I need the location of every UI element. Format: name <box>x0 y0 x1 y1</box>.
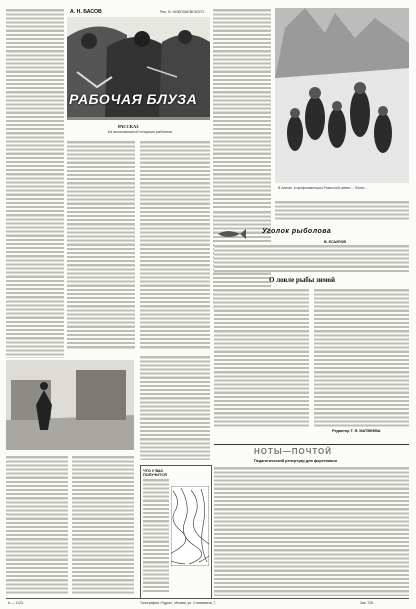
body-text-col1-bottom <box>6 455 68 595</box>
body-text-col4 <box>213 8 271 208</box>
story-illustration <box>67 17 210 120</box>
puzzle-maze <box>171 486 209 566</box>
footer-left: А — 1123. <box>8 601 24 605</box>
factory-drawing <box>6 360 134 450</box>
second-illustration <box>6 360 134 450</box>
body-text-col5-mid <box>275 200 409 220</box>
editor-credit: Редактор Т. Я. МАТВЕЕВА <box>332 429 381 433</box>
footer-right: Зак. 726 <box>360 601 373 605</box>
body-text-col3-mid <box>140 355 210 460</box>
fishing-corner <box>214 228 409 438</box>
puzzle-title: ЧТО У ВАС ПОЛУЧИТСЯ <box>143 469 167 477</box>
article-author: А. Н. БАСОВ <box>70 9 102 15</box>
footer-middle: Типография «Гудок», Москва, ул. Станкевича, 7. <box>140 601 217 605</box>
corner-intro <box>214 244 409 272</box>
corner-body-left <box>214 288 309 428</box>
fish-icon <box>216 228 256 240</box>
story-subtitle: Из воспоминаний старого рабочего <box>107 130 173 134</box>
illustrator-credit: Рис. В. НИКОЛАЕВСКОГО <box>160 10 204 14</box>
notes-list <box>214 466 409 596</box>
notes-subtitle: Педагогический репертуар для фортепиано <box>254 459 338 463</box>
people-in-snow-photo <box>275 8 409 183</box>
body-text-col2 <box>67 140 135 350</box>
corner-body-right <box>314 288 409 428</box>
notes-box <box>214 444 409 597</box>
notes-title: НОТЫ—ПОЧТОЙ <box>254 447 332 456</box>
photo-caption: В Алтае, в профилактории Рокшиной имени ... Фото: ... <box>278 186 370 190</box>
footer-rule <box>6 598 409 599</box>
story-genre: РАССКАЗ <box>118 124 139 129</box>
corner-article-title: О ловле рыбы зимой <box>269 276 336 284</box>
body-text-col2-bottom <box>72 455 134 595</box>
body-text-col3 <box>140 140 210 350</box>
winter-photo <box>275 8 409 183</box>
puzzle-box <box>140 465 212 599</box>
corner-author: В. ЕСАУЛОВ <box>324 240 346 244</box>
corner-title: Уголок рыболова <box>262 228 332 235</box>
body-text-col1-top <box>6 8 64 358</box>
article-title: РАБОЧАЯ БЛУЗА <box>69 91 198 107</box>
puzzle-text <box>143 478 169 593</box>
